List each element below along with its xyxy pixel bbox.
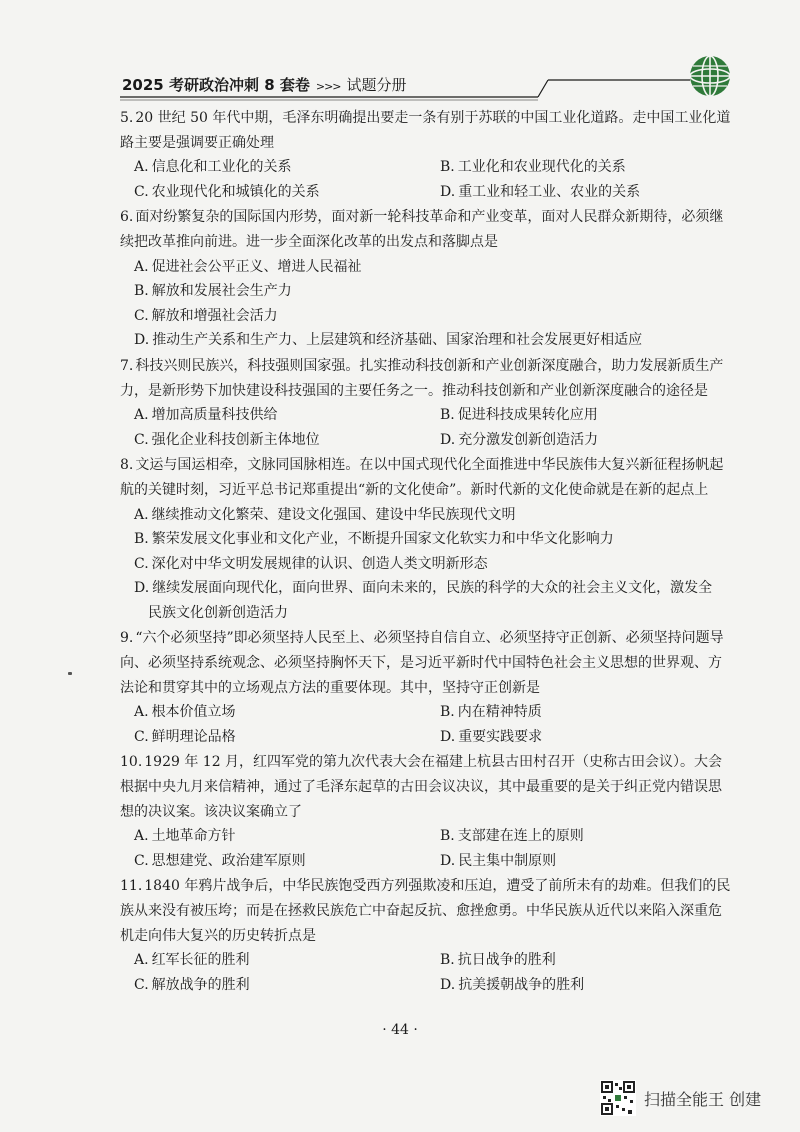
question-8	[120, 453, 732, 625]
scanner-label: 扫描全能王 创建	[644, 1089, 762, 1109]
option-b: B. 支部建在连上的原则	[440, 828, 584, 845]
question-5	[120, 106, 732, 204]
option-c: C. 鲜明理论品格	[134, 728, 236, 745]
scan-speck	[68, 672, 72, 675]
option-a: A. 继续推动文化繁荣、建设文化强国、建设中华民族现代文明	[134, 506, 516, 523]
option-d: D. 重要实践要求	[440, 728, 543, 745]
option-a: A. 增加高质量科技供给	[134, 407, 278, 424]
question-9	[120, 626, 732, 749]
option-b: B. 解放和发展社会生产力	[134, 283, 292, 300]
option-list	[120, 824, 732, 873]
scanner-watermark	[600, 1080, 761, 1116]
header-separator: >>>	[315, 80, 341, 93]
question-stem: 7. 科技兴则民族兴，科技强则国家强。扎实推动科技创新和产业创新深度融合，助力发展新质生产力，是新形势下加快建设科技强国的主要任务之一。推动科技创新和产业创新深度融合的途径是	[120, 357, 724, 399]
question-11	[120, 874, 732, 997]
option-c: C. 解放和增强社会活力	[134, 307, 278, 324]
option-d-continuation: 民族文化创新创造活力	[148, 604, 288, 621]
option-b: B. 内在精神特质	[440, 704, 542, 721]
option-list	[120, 403, 732, 452]
page-number: · 44 ·	[382, 1022, 418, 1038]
question-stem: 6. 面对纷繁复杂的国际国内形势，面对新一轮科技革命和产业变革，面对人民群众新期待，必须继续把改革推向前进。进一步全面深化改革的出发点和落脚点是	[120, 209, 724, 250]
option-d: D. 民主集中制原则	[440, 852, 557, 869]
question-stem: 8. 文运与国运相牵，文脉同国脉相连。在以中国式现代化全面推进中华民族伟大复兴新征程扬帆起航的关键时刻，习近平总书记郑重提出“新的文化使命”。新时代新的文化使命就是在新的起点上	[120, 457, 724, 498]
book-section: 试题分册	[346, 76, 407, 94]
option-a: A. 信息化和工业化的关系	[134, 159, 292, 176]
running-header	[122, 74, 407, 95]
globe-logo-icon	[688, 54, 732, 98]
question-6	[120, 205, 732, 353]
option-a: A. 红军长征的胜利	[134, 952, 250, 969]
option-b: B. 繁荣发展文化事业和文化产业，不断提升国家文化软实力和中华文化影响力	[134, 531, 614, 548]
option-a: A. 土地革命方针	[134, 828, 236, 845]
question-stem: 11. 1840 年鸦片战争后，中华民族饱受西方列强欺凌和压迫，遭受了前所未有的劫难。但我们的民族从来没有被压垮；而是在拯救民族危亡中奋起反抗、愈挫愈勇。中华民族从近代以来陷入深重危机走向伟大复兴的历史转折点是	[120, 878, 731, 944]
question-list	[120, 106, 732, 998]
question-stem: 10. 1929 年 12 月，红四军党的第九次代表大会在福建上杭县古田村召开（史称古田会议）。大会根据中央九月来信精神，通过了毛泽东起草的古田会议决议，其中最重要的是关于纠正党内错误思想的决议案。该决议案确立了	[120, 754, 723, 820]
option-list	[120, 700, 732, 749]
option-c: C. 深化对中华文明发展规律的认识、创造人类文明新形态	[134, 555, 488, 572]
option-c: C. 强化企业科技创新主体地位	[134, 431, 320, 448]
question-stem: 9. “六个必须坚持”即必须坚持人民至上、必须坚持自信自立、必须坚持守正创新、必须坚持问题导向、必须坚持系统观念、必须坚持胸怀天下，是习近平新时代中国特色社会主义思想的世界观、方法论和贯穿其中的立场观点方法的重要体现。其中，坚持守正创新是	[120, 630, 724, 696]
question-7	[120, 354, 732, 452]
option-c: C. 思想建党、政治建军原则	[134, 852, 306, 869]
option-c: C. 农业现代化和城镇化的关系	[134, 183, 320, 200]
option-a: A. 促进社会公平正义、增进人民福祉	[134, 258, 362, 275]
option-b: B. 促进科技成果转化应用	[440, 407, 598, 424]
option-d: D. 继续发展面向现代化，面向世界、面向未来的，民族的科学的大众的社会主义文化，激发全 民族文化创新创造活力	[120, 576, 732, 625]
option-list	[120, 255, 732, 353]
option-d: D. 充分激发创新创造活力	[440, 431, 599, 448]
option-d: D. 推动生产关系和生产力、上层建筑和经济基础、国家治理和社会发展更好相适应	[134, 332, 643, 349]
option-a: A. 根本价值立场	[134, 704, 236, 721]
option-c: C. 解放战争的胜利	[134, 976, 250, 993]
option-list	[120, 503, 732, 626]
question-stem: 5. 20 世纪 50 年代中期，毛泽东明确提出要走一条有别于苏联的中国工业化道路。走中国工业化道路主要是强调要正确处理	[120, 110, 731, 151]
option-list	[120, 948, 732, 997]
qr-code-icon	[600, 1080, 636, 1116]
option-list	[120, 155, 732, 204]
option-d: D. 重工业和轻工业、农业的关系	[440, 183, 641, 200]
option-d: D. 抗美援朝战争的胜利	[440, 976, 585, 993]
option-b: B. 工业化和农业现代化的关系	[440, 159, 626, 176]
option-b: B. 抗日战争的胜利	[440, 952, 556, 969]
question-10	[120, 750, 732, 873]
book-title: 2025 考研政治冲刺 8 套卷	[122, 76, 310, 94]
